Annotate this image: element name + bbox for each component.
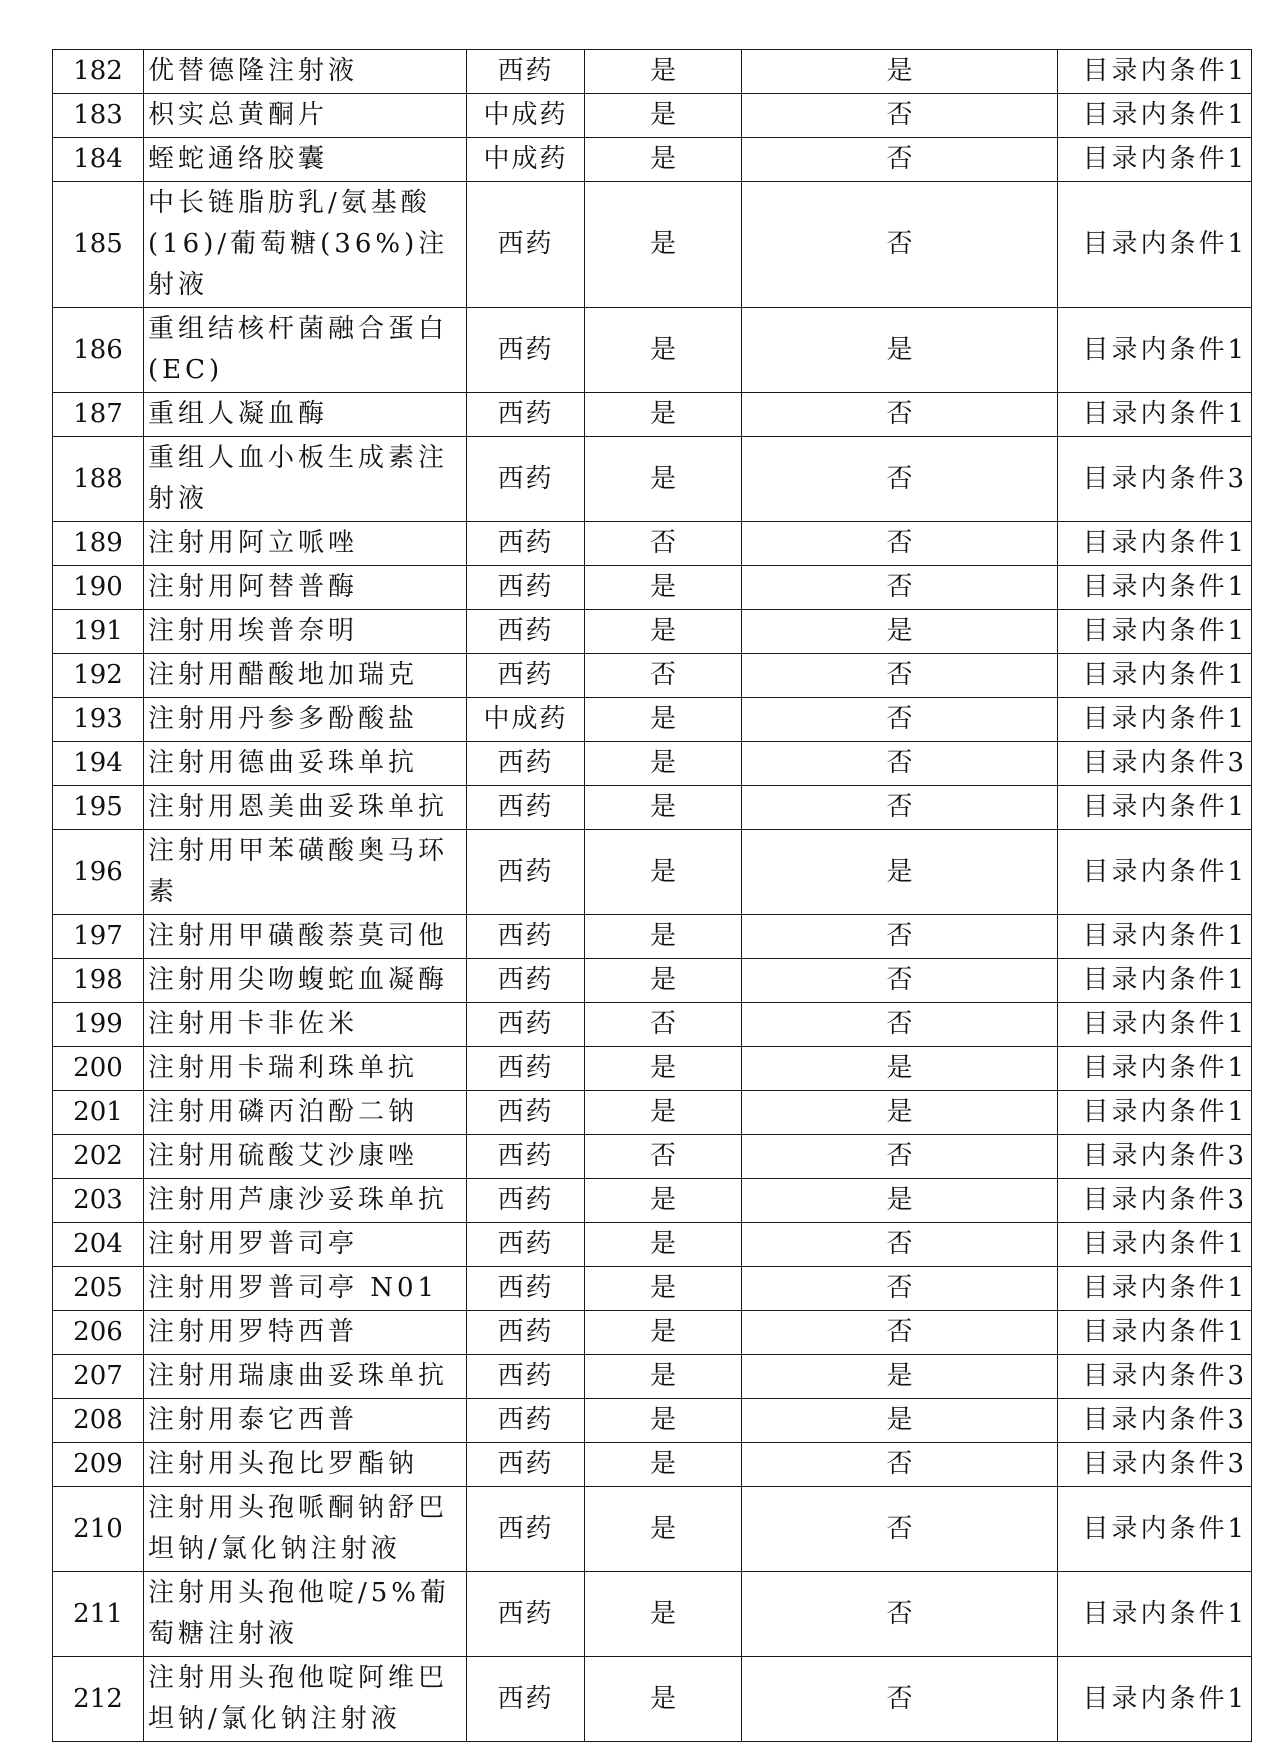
flag-b-cell: 否: [742, 786, 1058, 830]
row-number-cell: 205: [53, 1267, 144, 1311]
flag-a-cell: 是: [585, 1399, 742, 1443]
flag-b-cell: 是: [742, 1091, 1058, 1135]
flag-b-cell: 否: [742, 566, 1058, 610]
row-number-cell: 200: [53, 1047, 144, 1091]
drug-type-cell: 西药: [467, 566, 585, 610]
catalog-category-cell: 目录内条件1: [1058, 522, 1252, 566]
table-row: [53, 50, 1252, 94]
table-row: [53, 522, 1252, 566]
drug-type-cell: 中成药: [467, 138, 585, 182]
flag-a-cell: 是: [585, 138, 742, 182]
catalog-category-cell: 目录内条件3: [1058, 1179, 1252, 1223]
flag-a-cell: 是: [585, 1487, 742, 1572]
flag-a-cell: 否: [585, 1003, 742, 1047]
row-number-cell: 183: [53, 94, 144, 138]
row-number-cell: 191: [53, 610, 144, 654]
row-number-cell: 211: [53, 1572, 144, 1657]
catalog-category-cell: 目录内条件1: [1058, 959, 1252, 1003]
flag-a-cell: 否: [585, 654, 742, 698]
table-row: [53, 1267, 1252, 1311]
drug-type-cell: 西药: [467, 50, 585, 94]
row-number-cell: 194: [53, 742, 144, 786]
catalog-category-cell: 目录内条件1: [1058, 698, 1252, 742]
row-number-cell: 197: [53, 915, 144, 959]
catalog-category-cell: 目录内条件1: [1058, 50, 1252, 94]
table-row: [53, 786, 1252, 830]
drug-type-cell: 西药: [467, 1443, 585, 1487]
drug-type-cell: 西药: [467, 610, 585, 654]
drug-name-cell: 注射用硫酸艾沙康唑: [144, 1135, 467, 1179]
flag-b-cell: 是: [742, 1179, 1058, 1223]
flag-a-cell: 是: [585, 786, 742, 830]
drug-name-cell: 注射用头孢比罗酯钠: [144, 1443, 467, 1487]
table-row: [53, 393, 1252, 437]
drug-type-cell: 西药: [467, 1311, 585, 1355]
flag-b-cell: 是: [742, 1355, 1058, 1399]
drug-name-cell: 注射用恩美曲妥珠单抗: [144, 786, 467, 830]
drug-name-cell: 注射用罗特西普: [144, 1311, 467, 1355]
table-row: [53, 915, 1252, 959]
flag-a-cell: 是: [585, 1091, 742, 1135]
drug-type-cell: 西药: [467, 393, 585, 437]
flag-b-cell: 是: [742, 830, 1058, 915]
drug-type-cell: 西药: [467, 1355, 585, 1399]
drug-name-cell: 注射用埃普奈明: [144, 610, 467, 654]
table-row: [53, 1179, 1252, 1223]
row-number-cell: 207: [53, 1355, 144, 1399]
drug-name-cell: 注射用罗普司亭 N01: [144, 1267, 467, 1311]
flag-a-cell: 是: [585, 1267, 742, 1311]
drug-name-cell: 重组人凝血酶: [144, 393, 467, 437]
table-row: [53, 1223, 1252, 1267]
drug-name-cell: 注射用头孢他啶阿维巴坦钠/氯化钠注射液: [144, 1657, 467, 1742]
catalog-category-cell: 目录内条件1: [1058, 138, 1252, 182]
table-row: [53, 698, 1252, 742]
drug-type-cell: 西药: [467, 1135, 585, 1179]
drug-name-cell: 注射用罗普司亭: [144, 1223, 467, 1267]
drug-type-cell: 西药: [467, 1267, 585, 1311]
flag-a-cell: 是: [585, 50, 742, 94]
table-row: [53, 1311, 1252, 1355]
table-row: [53, 1047, 1252, 1091]
flag-b-cell: 是: [742, 1047, 1058, 1091]
row-number-cell: 187: [53, 393, 144, 437]
flag-b-cell: 是: [742, 1399, 1058, 1443]
table-row: [53, 94, 1252, 138]
catalog-category-cell: 目录内条件1: [1058, 1657, 1252, 1742]
flag-a-cell: 是: [585, 1572, 742, 1657]
drug-name-cell: 注射用芦康沙妥珠单抗: [144, 1179, 467, 1223]
flag-b-cell: 否: [742, 1572, 1058, 1657]
drug-type-cell: 西药: [467, 786, 585, 830]
flag-b-cell: 否: [742, 437, 1058, 522]
row-number-cell: 209: [53, 1443, 144, 1487]
drug-name-cell: 注射用德曲妥珠单抗: [144, 742, 467, 786]
drug-type-cell: 西药: [467, 182, 585, 308]
row-number-cell: 192: [53, 654, 144, 698]
table-row: [53, 1399, 1252, 1443]
table-row: [53, 437, 1252, 522]
flag-a-cell: 是: [585, 308, 742, 393]
table-body: [53, 50, 1252, 1742]
drug-name-cell: 重组人血小板生成素注射液: [144, 437, 467, 522]
drug-name-cell: 注射用头孢他啶/5%葡萄糖注射液: [144, 1572, 467, 1657]
row-number-cell: 190: [53, 566, 144, 610]
table-row: [53, 1657, 1252, 1742]
flag-b-cell: 否: [742, 138, 1058, 182]
drug-type-cell: 西药: [467, 1003, 585, 1047]
flag-b-cell: 否: [742, 1443, 1058, 1487]
document-page: [52, 49, 1251, 1742]
table-row: [53, 1443, 1252, 1487]
drug-name-cell: 重组结核杆菌融合蛋白(EC): [144, 308, 467, 393]
drug-name-cell: 注射用泰它西普: [144, 1399, 467, 1443]
drug-name-cell: 注射用阿立哌唑: [144, 522, 467, 566]
drug-type-cell: 西药: [467, 1091, 585, 1135]
row-number-cell: 182: [53, 50, 144, 94]
row-number-cell: 206: [53, 1311, 144, 1355]
row-number-cell: 193: [53, 698, 144, 742]
drug-type-cell: 西药: [467, 654, 585, 698]
drug-name-cell: 注射用醋酸地加瑞克: [144, 654, 467, 698]
flag-a-cell: 否: [585, 522, 742, 566]
row-number-cell: 196: [53, 830, 144, 915]
flag-a-cell: 是: [585, 1179, 742, 1223]
row-number-cell: 203: [53, 1179, 144, 1223]
row-number-cell: 201: [53, 1091, 144, 1135]
drug-name-cell: 注射用尖吻蝮蛇血凝酶: [144, 959, 467, 1003]
catalog-category-cell: 目录内条件1: [1058, 1487, 1252, 1572]
table-row: [53, 1487, 1252, 1572]
catalog-category-cell: 目录内条件1: [1058, 915, 1252, 959]
drug-type-cell: 西药: [467, 1047, 585, 1091]
flag-a-cell: 是: [585, 610, 742, 654]
catalog-category-cell: 目录内条件1: [1058, 1091, 1252, 1135]
row-number-cell: 189: [53, 522, 144, 566]
row-number-cell: 198: [53, 959, 144, 1003]
flag-b-cell: 否: [742, 182, 1058, 308]
catalog-category-cell: 目录内条件1: [1058, 182, 1252, 308]
flag-b-cell: 是: [742, 308, 1058, 393]
catalog-category-cell: 目录内条件1: [1058, 94, 1252, 138]
catalog-category-cell: 目录内条件1: [1058, 830, 1252, 915]
flag-b-cell: 否: [742, 1487, 1058, 1572]
flag-a-cell: 是: [585, 182, 742, 308]
drug-type-cell: 西药: [467, 830, 585, 915]
flag-a-cell: 是: [585, 742, 742, 786]
flag-b-cell: 否: [742, 1267, 1058, 1311]
catalog-category-cell: 目录内条件1: [1058, 393, 1252, 437]
table-row: [53, 1091, 1252, 1135]
drug-list-table: [52, 49, 1252, 1742]
flag-a-cell: 是: [585, 1311, 742, 1355]
catalog-category-cell: 目录内条件1: [1058, 610, 1252, 654]
table-row: [53, 830, 1252, 915]
table-row: [53, 138, 1252, 182]
drug-type-cell: 西药: [467, 1487, 585, 1572]
table-row: [53, 1003, 1252, 1047]
flag-a-cell: 否: [585, 1135, 742, 1179]
table-row: [53, 308, 1252, 393]
flag-a-cell: 是: [585, 437, 742, 522]
row-number-cell: 184: [53, 138, 144, 182]
flag-b-cell: 否: [742, 393, 1058, 437]
flag-b-cell: 否: [742, 1135, 1058, 1179]
flag-b-cell: 否: [742, 1003, 1058, 1047]
row-number-cell: 208: [53, 1399, 144, 1443]
flag-a-cell: 是: [585, 393, 742, 437]
drug-type-cell: 西药: [467, 522, 585, 566]
drug-type-cell: 西药: [467, 915, 585, 959]
row-number-cell: 185: [53, 182, 144, 308]
row-number-cell: 199: [53, 1003, 144, 1047]
catalog-category-cell: 目录内条件3: [1058, 1355, 1252, 1399]
drug-type-cell: 西药: [467, 1179, 585, 1223]
drug-name-cell: 注射用头孢哌酮钠舒巴坦钠/氯化钠注射液: [144, 1487, 467, 1572]
row-number-cell: 195: [53, 786, 144, 830]
table-row: [53, 959, 1252, 1003]
drug-name-cell: 蛭蛇通络胶囊: [144, 138, 467, 182]
catalog-category-cell: 目录内条件1: [1058, 1223, 1252, 1267]
flag-a-cell: 是: [585, 566, 742, 610]
drug-type-cell: 西药: [467, 1572, 585, 1657]
catalog-category-cell: 目录内条件1: [1058, 566, 1252, 610]
flag-a-cell: 是: [585, 94, 742, 138]
flag-b-cell: 是: [742, 610, 1058, 654]
drug-name-cell: 中长链脂肪乳/氨基酸(16)/葡萄糖(36%)注射液: [144, 182, 467, 308]
catalog-category-cell: 目录内条件3: [1058, 437, 1252, 522]
drug-name-cell: 注射用磷丙泊酚二钠: [144, 1091, 467, 1135]
flag-a-cell: 是: [585, 830, 742, 915]
table-row: [53, 654, 1252, 698]
catalog-category-cell: 目录内条件1: [1058, 1003, 1252, 1047]
row-number-cell: 204: [53, 1223, 144, 1267]
flag-b-cell: 是: [742, 50, 1058, 94]
drug-type-cell: 西药: [467, 1399, 585, 1443]
drug-type-cell: 西药: [467, 959, 585, 1003]
drug-name-cell: 注射用阿替普酶: [144, 566, 467, 610]
drug-type-cell: 中成药: [467, 698, 585, 742]
catalog-category-cell: 目录内条件1: [1058, 308, 1252, 393]
table-row: [53, 1355, 1252, 1399]
row-number-cell: 188: [53, 437, 144, 522]
drug-name-cell: 注射用甲苯磺酸奥马环素: [144, 830, 467, 915]
drug-type-cell: 西药: [467, 742, 585, 786]
catalog-category-cell: 目录内条件1: [1058, 1047, 1252, 1091]
flag-b-cell: 否: [742, 654, 1058, 698]
catalog-category-cell: 目录内条件3: [1058, 1443, 1252, 1487]
table-row: [53, 182, 1252, 308]
catalog-category-cell: 目录内条件1: [1058, 786, 1252, 830]
row-number-cell: 186: [53, 308, 144, 393]
flag-b-cell: 否: [742, 1223, 1058, 1267]
drug-name-cell: 优替德隆注射液: [144, 50, 467, 94]
row-number-cell: 212: [53, 1657, 144, 1742]
flag-b-cell: 否: [742, 915, 1058, 959]
drug-type-cell: 西药: [467, 308, 585, 393]
flag-a-cell: 是: [585, 1443, 742, 1487]
flag-b-cell: 否: [742, 1657, 1058, 1742]
drug-type-cell: 西药: [467, 1657, 585, 1742]
flag-a-cell: 是: [585, 1047, 742, 1091]
catalog-category-cell: 目录内条件1: [1058, 654, 1252, 698]
flag-b-cell: 否: [742, 1311, 1058, 1355]
flag-a-cell: 是: [585, 1355, 742, 1399]
flag-a-cell: 是: [585, 915, 742, 959]
drug-name-cell: 注射用卡瑞利珠单抗: [144, 1047, 467, 1091]
flag-b-cell: 否: [742, 94, 1058, 138]
drug-type-cell: 西药: [467, 1223, 585, 1267]
flag-b-cell: 否: [742, 698, 1058, 742]
catalog-category-cell: 目录内条件3: [1058, 742, 1252, 786]
table-row: [53, 742, 1252, 786]
table-row: [53, 1135, 1252, 1179]
catalog-category-cell: 目录内条件1: [1058, 1572, 1252, 1657]
flag-a-cell: 是: [585, 959, 742, 1003]
table-row: [53, 1572, 1252, 1657]
drug-name-cell: 注射用甲磺酸萘莫司他: [144, 915, 467, 959]
drug-type-cell: 中成药: [467, 94, 585, 138]
flag-a-cell: 是: [585, 1223, 742, 1267]
flag-b-cell: 否: [742, 742, 1058, 786]
flag-a-cell: 是: [585, 698, 742, 742]
table-row: [53, 566, 1252, 610]
drug-type-cell: 西药: [467, 437, 585, 522]
catalog-category-cell: 目录内条件1: [1058, 1311, 1252, 1355]
catalog-category-cell: 目录内条件3: [1058, 1399, 1252, 1443]
flag-b-cell: 否: [742, 959, 1058, 1003]
flag-b-cell: 否: [742, 522, 1058, 566]
drug-name-cell: 注射用丹参多酚酸盐: [144, 698, 467, 742]
drug-name-cell: 注射用瑞康曲妥珠单抗: [144, 1355, 467, 1399]
table-row: [53, 610, 1252, 654]
catalog-category-cell: 目录内条件1: [1058, 1267, 1252, 1311]
drug-name-cell: 枳实总黄酮片: [144, 94, 467, 138]
row-number-cell: 210: [53, 1487, 144, 1572]
catalog-category-cell: 目录内条件3: [1058, 1135, 1252, 1179]
row-number-cell: 202: [53, 1135, 144, 1179]
flag-a-cell: 是: [585, 1657, 742, 1742]
drug-name-cell: 注射用卡非佐米: [144, 1003, 467, 1047]
